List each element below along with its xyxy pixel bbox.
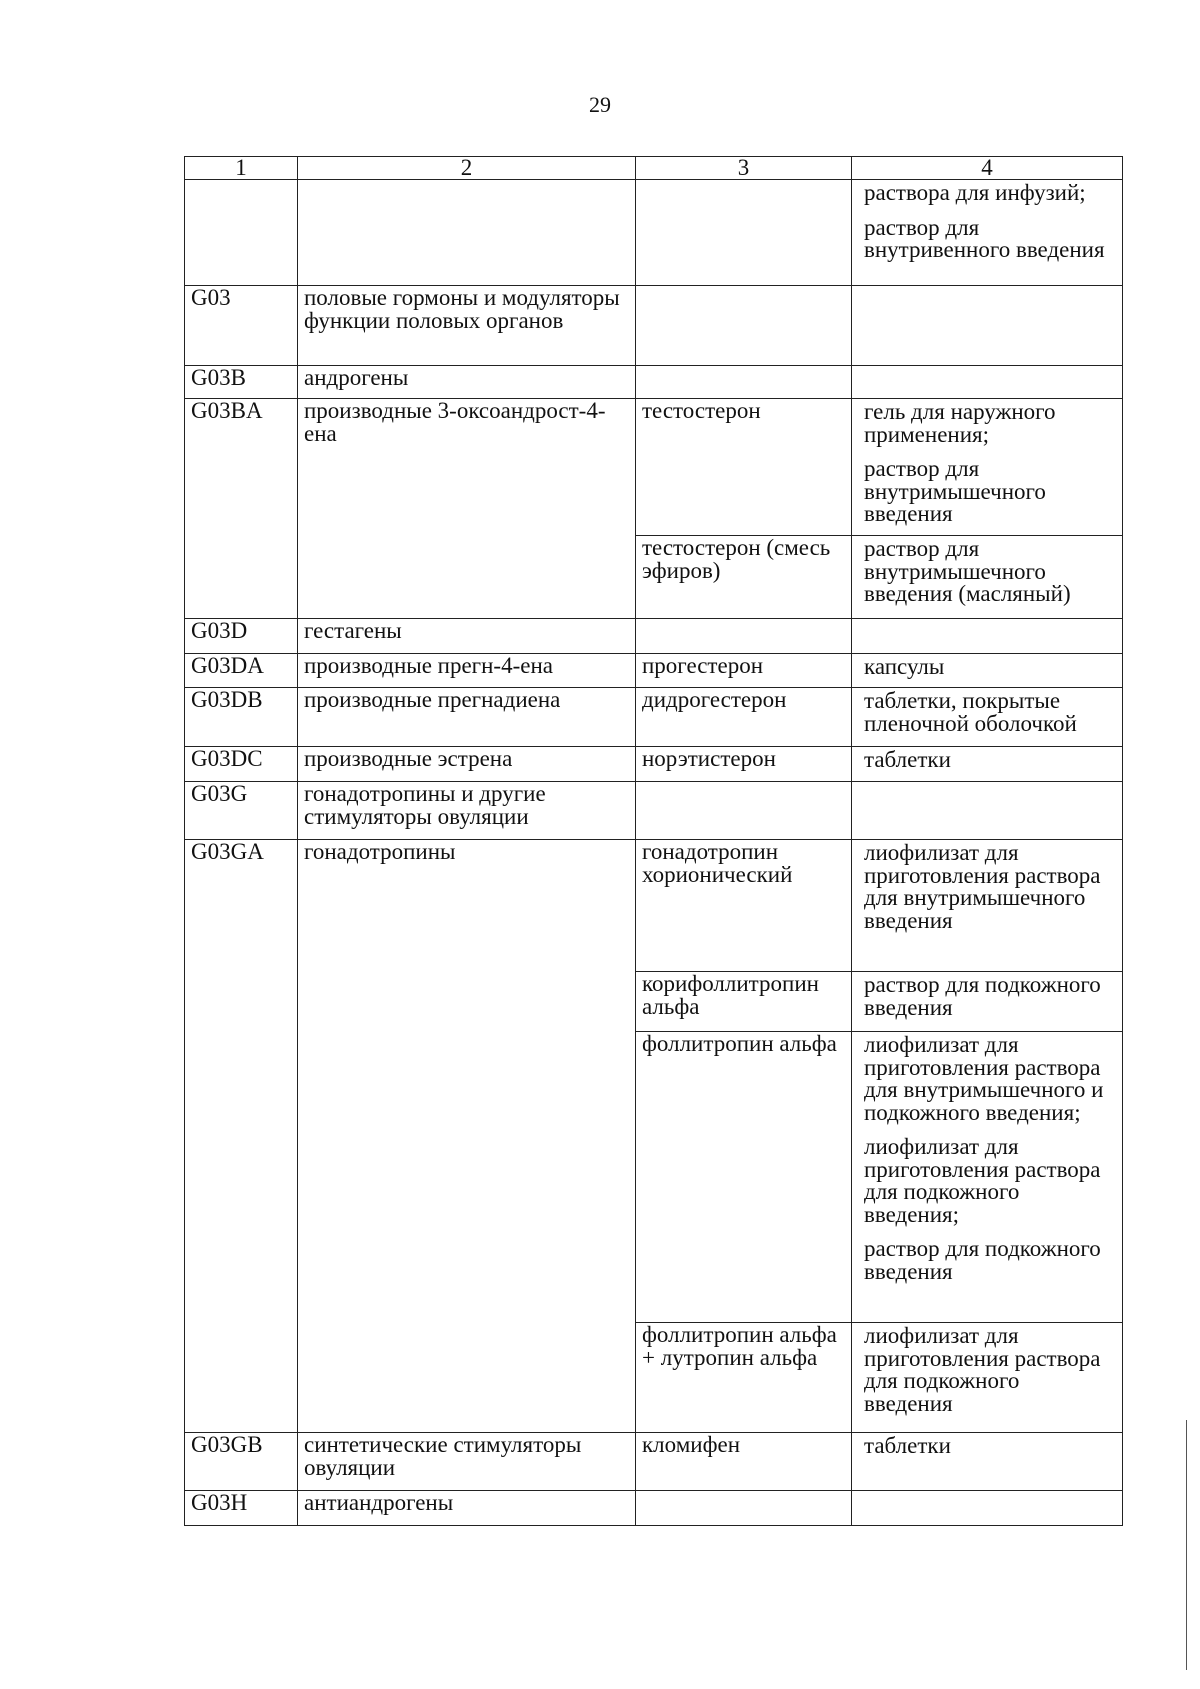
dosage-forms-cell xyxy=(852,180,1123,286)
dosage-forms-cell xyxy=(852,972,1123,1032)
dosage-form: раствор для подкожного введения xyxy=(864,972,1101,1020)
dosage-form: лиофилизат для приготовления раствора для подкожного введения; xyxy=(864,1134,1101,1227)
drug-name-cell xyxy=(636,619,852,654)
dosage-forms-cell xyxy=(852,1433,1123,1491)
dosage-form: капсулы xyxy=(864,654,945,679)
atc-code-cell: G03GA xyxy=(185,840,298,1433)
group-name-cell: половые гормоны и модуляторы функции половых органов xyxy=(298,286,636,366)
drug-name-cell xyxy=(636,1491,852,1526)
table-row xyxy=(185,1433,1123,1491)
group-name-cell: гонадотропины и другие стимуляторы овуляции xyxy=(298,782,636,840)
atc-code-cell: G03B xyxy=(185,366,298,399)
scan-edge-line xyxy=(1186,1420,1187,1670)
group-name-cell: антиандрогены xyxy=(298,1491,636,1526)
dosage-forms-cell xyxy=(852,688,1123,747)
drug-classification-table xyxy=(184,156,1123,1526)
dosage-form: таблетки xyxy=(864,747,951,772)
table-row xyxy=(185,747,1123,782)
table-row xyxy=(185,840,1123,972)
dosage-forms-cell xyxy=(852,1491,1123,1526)
drug-name-cell: дидрогестерон xyxy=(636,688,852,747)
drug-name-cell: фоллитропин альфа xyxy=(636,1032,852,1323)
group-name-cell: производные прегн-4-ена xyxy=(298,654,636,688)
dosage-forms-cell xyxy=(852,399,1123,536)
column-header: 1 xyxy=(185,157,298,180)
dosage-form: гель для наружного применения; xyxy=(864,399,1056,447)
atc-code-cell: G03DA xyxy=(185,654,298,688)
atc-code-cell: G03GB xyxy=(185,1433,298,1491)
dosage-form: раствора для инфузий; xyxy=(864,180,1086,205)
drug-name-cell xyxy=(636,366,852,399)
dosage-forms-cell xyxy=(852,536,1123,619)
table-row xyxy=(185,688,1123,747)
dosage-form: лиофилизат для приготовления раствора для внутримышечного и подкожного введения; xyxy=(864,1032,1104,1125)
group-name-cell: производные прегнадиена xyxy=(298,688,636,747)
group-name-cell: гестагены xyxy=(298,619,636,654)
dosage-forms-cell xyxy=(852,1323,1123,1433)
table-row xyxy=(185,366,1123,399)
atc-code-cell: G03 xyxy=(185,286,298,366)
table-row xyxy=(185,180,1123,286)
atc-code-cell: G03H xyxy=(185,1491,298,1526)
atc-code-cell: G03D xyxy=(185,619,298,654)
dosage-form: таблетки xyxy=(864,1433,951,1458)
atc-code-cell: G03DC xyxy=(185,747,298,782)
dosage-forms-cell xyxy=(852,782,1123,840)
drug-name-cell xyxy=(636,286,852,366)
dosage-forms-cell xyxy=(852,1032,1123,1323)
dosage-form: раствор для внутривенного введения xyxy=(864,214,1105,263)
dosage-form: лиофилизат для приготовления раствора для подкожного введения xyxy=(864,1323,1101,1416)
atc-code-cell: G03BA xyxy=(185,399,298,619)
page-number: 29 xyxy=(589,92,611,117)
group-name-cell: синтетические стимуляторы овуляции xyxy=(298,1433,636,1491)
drug-name-cell: тестостерон (смесь эфиров) xyxy=(636,536,852,619)
table-row xyxy=(185,782,1123,840)
table-row xyxy=(185,286,1123,366)
table-row xyxy=(185,654,1123,688)
drug-name-cell: фоллитропин альфа + лутропин альфа xyxy=(636,1323,852,1433)
table-row xyxy=(185,1491,1123,1526)
dosage-form: раствор для подкожного введения xyxy=(864,1236,1101,1284)
column-header: 3 xyxy=(636,157,852,180)
table-row xyxy=(185,619,1123,654)
drug-name-cell: корифоллитропин альфа xyxy=(636,972,852,1032)
table-header-row xyxy=(185,157,1123,180)
drug-name-cell: тестостерон xyxy=(636,399,852,536)
dosage-forms-cell xyxy=(852,366,1123,399)
dosage-forms-cell xyxy=(852,840,1123,972)
drug-name-cell: кломифен xyxy=(636,1433,852,1491)
drug-name-cell: норэтистерон xyxy=(636,747,852,782)
drug-name-cell: прогестерон xyxy=(636,654,852,688)
drug-name-cell xyxy=(636,782,852,840)
dosage-forms-cell xyxy=(852,286,1123,366)
column-header: 4 xyxy=(852,157,1123,180)
dosage-forms-cell xyxy=(852,747,1123,782)
group-name-cell: производные 3-оксоандрост-4-ена xyxy=(298,399,636,619)
dosage-form: лиофилизат для приготовления раствора для внутримышечного введения xyxy=(864,840,1101,933)
column-header: 2 xyxy=(298,157,636,180)
group-name-cell xyxy=(298,180,636,286)
dosage-form: таблетки, покрытые пленочной оболочкой xyxy=(864,688,1077,736)
table-row xyxy=(185,399,1123,536)
group-name-cell: андрогены xyxy=(298,366,636,399)
dosage-form: раствор для внутримышечного введения (масляный) xyxy=(864,536,1071,607)
dosage-forms-cell xyxy=(852,654,1123,688)
atc-code-cell xyxy=(185,180,298,286)
atc-code-cell: G03G xyxy=(185,782,298,840)
group-name-cell: производные эстрена xyxy=(298,747,636,782)
drug-name-cell xyxy=(636,180,852,286)
dosage-forms-cell xyxy=(852,619,1123,654)
drug-name-cell: гонадотропин хорионический xyxy=(636,840,852,972)
atc-code-cell: G03DB xyxy=(185,688,298,747)
group-name-cell: гонадотропины xyxy=(298,840,636,1433)
dosage-form: раствор для внутримышечного введения xyxy=(864,456,1046,527)
